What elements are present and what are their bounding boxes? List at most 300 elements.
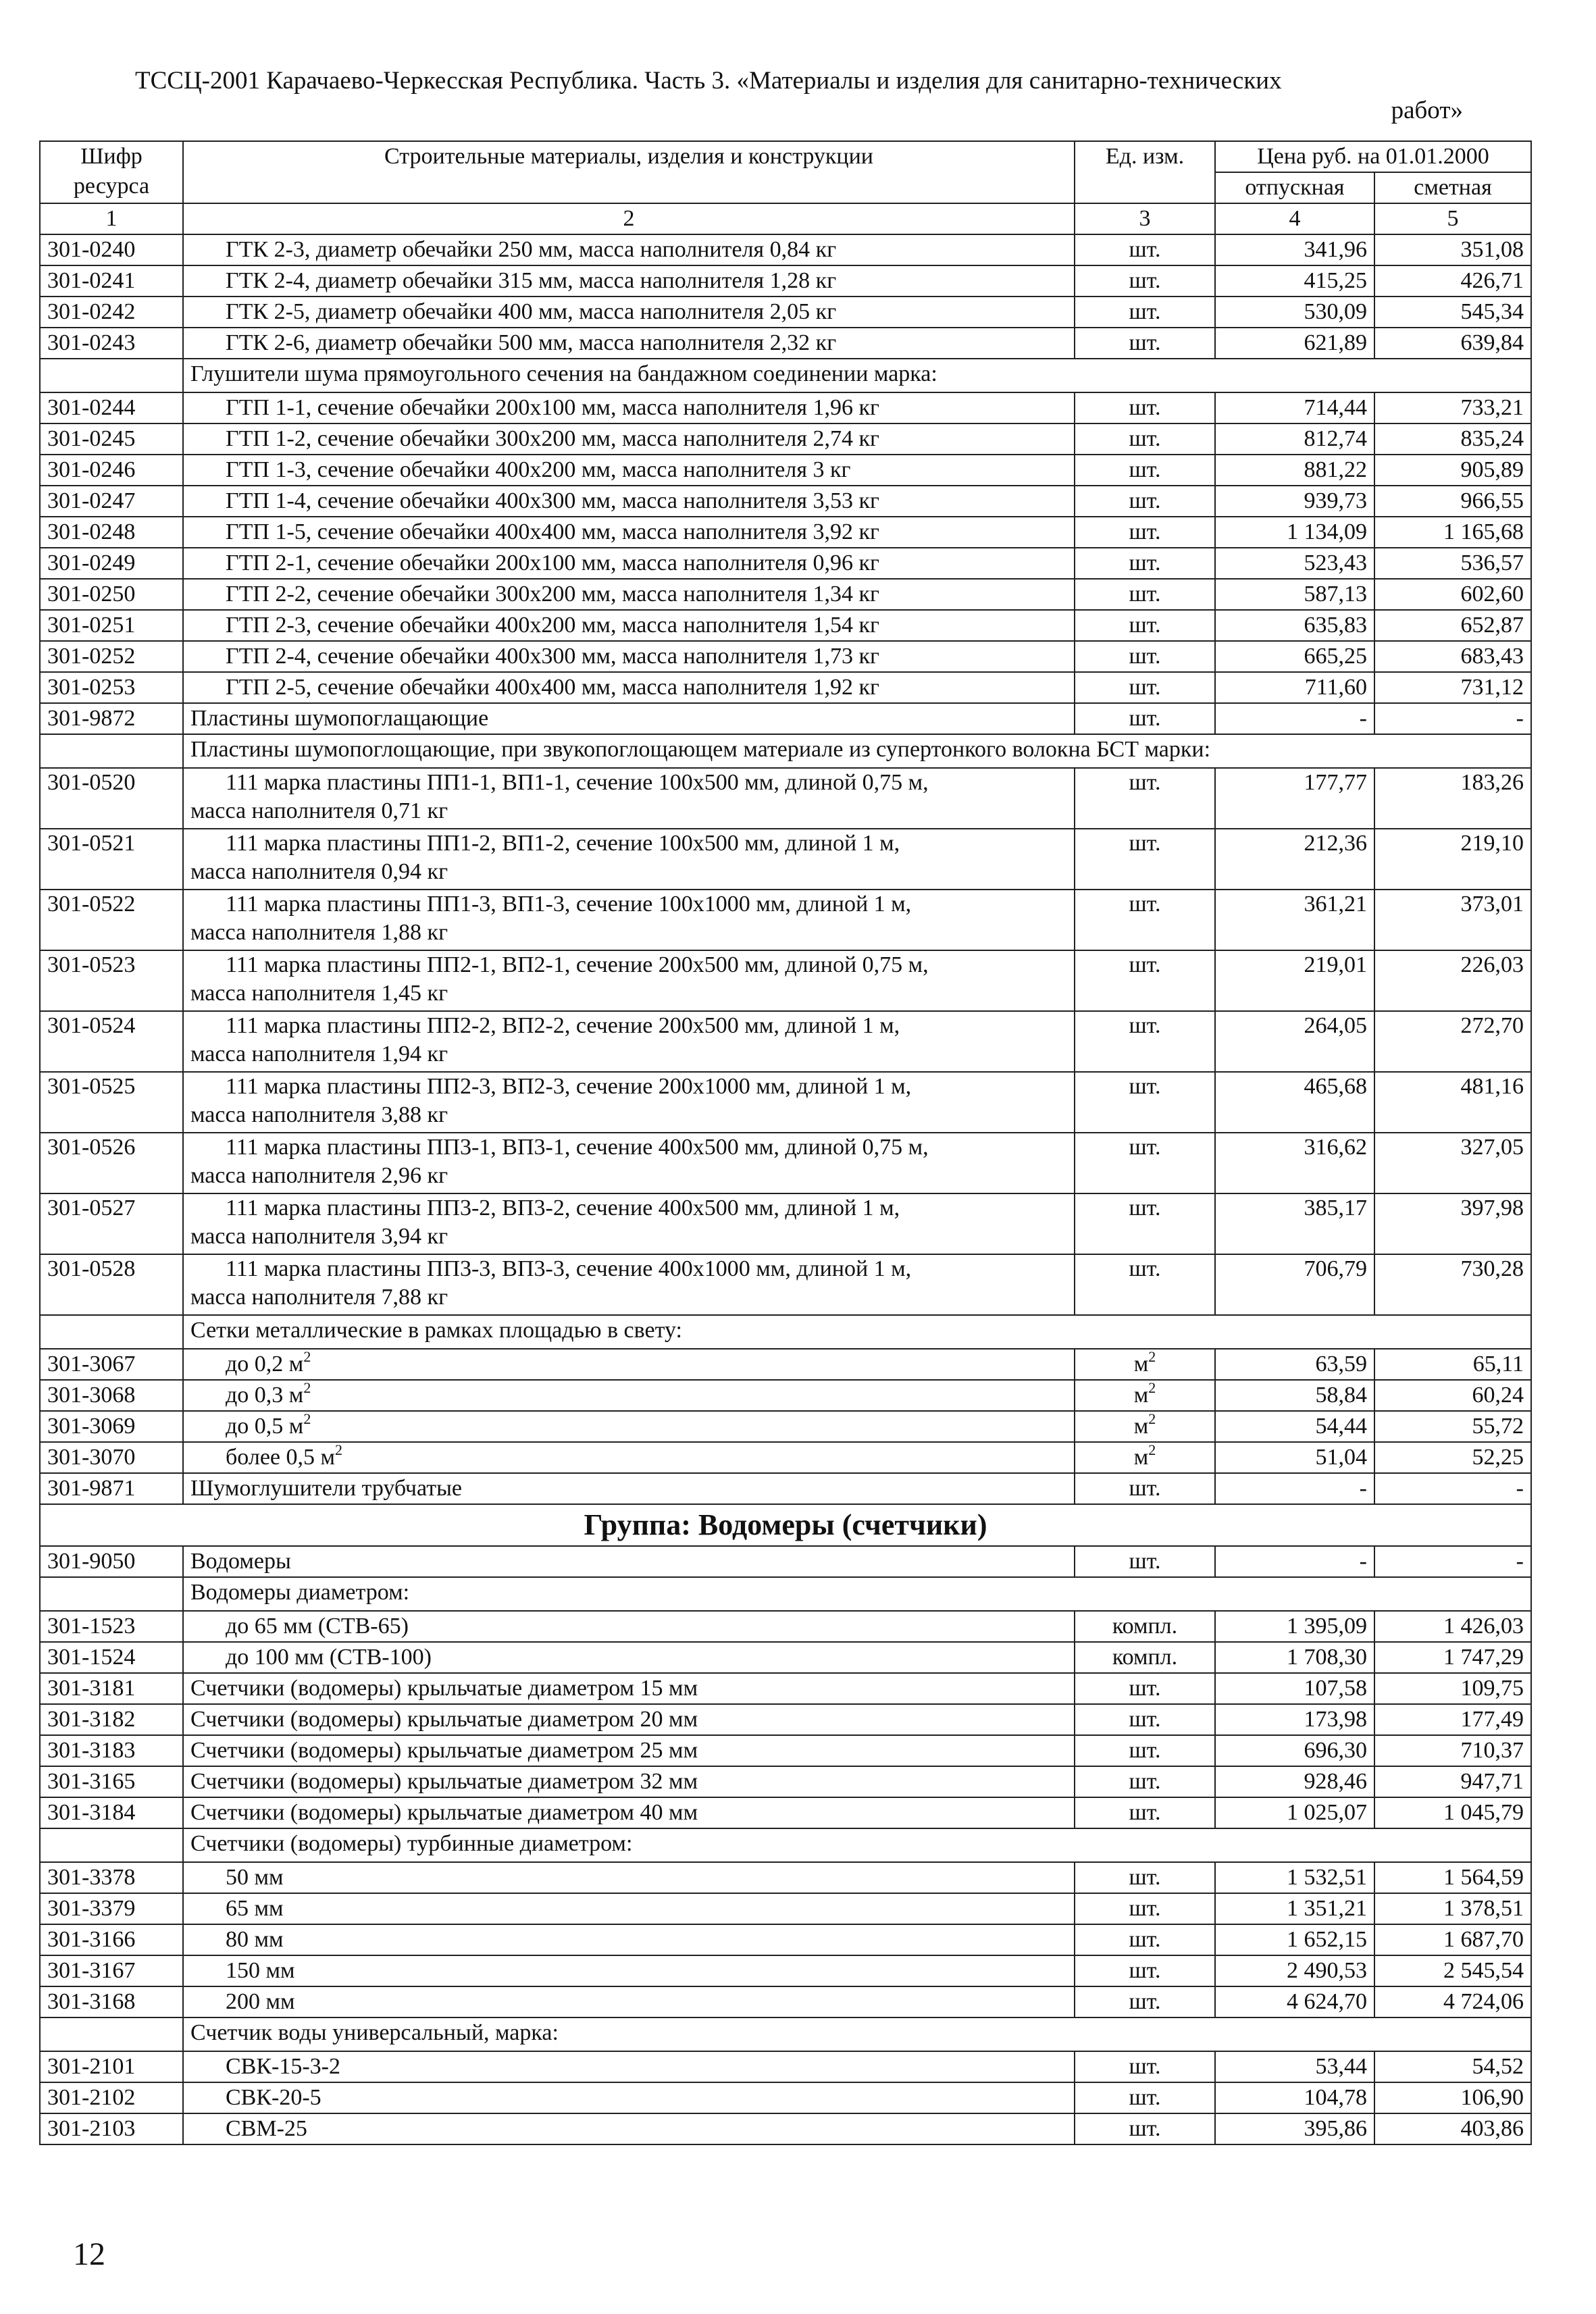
item-name <box>183 1380 1075 1411</box>
item-name <box>183 1546 1075 1577</box>
release-price: 54,44 <box>1215 1411 1374 1442</box>
resource-code: 301-3183 <box>40 1735 183 1766</box>
table-row <box>40 517 1531 548</box>
item-name-text: Счетчики (водомеры) крыльчатые диаметром 40 мм <box>190 1800 698 1825</box>
item-name <box>183 1473 1075 1504</box>
item-name <box>183 1797 1075 1828</box>
item-name-text: 200 мм <box>226 1989 295 2014</box>
item-name-text: ГТК 2-4, диаметр обечайки 315 мм, масса наполнителя 1,28 кг <box>226 268 837 293</box>
superscript: 2 <box>1148 1349 1156 1365</box>
table-row <box>40 2051 1531 2082</box>
item-name-text: ГТП 2-5, сечение обечайки 400х400 мм, масса наполнителя 1,92 кг <box>226 675 879 700</box>
section-heading: Счетчик воды универсальный, марка: <box>183 2017 1531 2051</box>
section-heading: Водомеры диаметром: <box>183 1577 1531 1611</box>
section-heading: Глушители шума прямоугольного сечения на бандажном соединении марка: <box>183 359 1531 392</box>
unit-of-measure <box>1075 486 1215 517</box>
resource-code: 301-3068 <box>40 1380 183 1411</box>
table-row <box>40 1349 1531 1380</box>
item-name <box>183 1862 1075 1893</box>
unit-of-measure <box>1075 1473 1215 1504</box>
table-row <box>40 1893 1531 1924</box>
item-name <box>183 703 1075 734</box>
item-name-line1: 111 марка пластины ПП1-1, ВП1-1, сечение 100х500 мм, длиной 0,75 м, <box>226 770 929 795</box>
resource-code: 301-0520 <box>40 768 183 829</box>
item-name-text: ГТП 2-3, сечение обечайки 400х200 мм, масса наполнителя 1,54 кг <box>226 613 879 638</box>
item-name <box>183 1955 1075 1986</box>
unit-text: шт. <box>1129 952 1161 977</box>
item-name <box>183 1254 1075 1315</box>
col-header-name: Строительные материалы, изделия и конструкции <box>183 141 1075 203</box>
superscript: 2 <box>1148 1411 1156 1427</box>
unit-of-measure <box>1075 392 1215 423</box>
estimate-price: 481,16 <box>1374 1072 1531 1133</box>
unit-of-measure <box>1075 1642 1215 1673</box>
estimate-price: 835,24 <box>1374 423 1531 455</box>
table-row <box>40 579 1531 610</box>
section-heading-row <box>40 1577 1531 1611</box>
estimate-price: 1 747,29 <box>1374 1642 1531 1673</box>
unit-of-measure <box>1075 548 1215 579</box>
resource-code: 301-3070 <box>40 1442 183 1473</box>
col-header-release-price: отпускная <box>1215 172 1374 203</box>
table-row <box>40 1442 1531 1473</box>
item-name <box>183 1924 1075 1955</box>
release-price: - <box>1215 1473 1374 1504</box>
estimate-price: - <box>1374 1546 1531 1577</box>
unit-text: м <box>1133 1383 1149 1408</box>
estimate-price: 4 724,06 <box>1374 1986 1531 2017</box>
unit-of-measure <box>1075 950 1215 1011</box>
col-number: 3 <box>1075 203 1215 234</box>
item-name <box>183 234 1075 265</box>
unit-of-measure <box>1075 1797 1215 1828</box>
item-name <box>183 641 1075 672</box>
table-row <box>40 1072 1531 1133</box>
resource-code: 301-3166 <box>40 1924 183 1955</box>
item-name <box>183 1411 1075 1442</box>
unit-text: шт. <box>1129 550 1161 575</box>
item-name <box>183 1072 1075 1133</box>
item-name <box>183 1642 1075 1673</box>
table-row <box>40 1704 1531 1735</box>
page-header <box>135 66 1463 126</box>
unit-text: шт. <box>1129 299 1161 324</box>
unit-text: м <box>1133 1414 1149 1439</box>
estimate-price: 730,28 <box>1374 1254 1531 1315</box>
item-name-text: до 65 мм (СТВ-65) <box>226 1614 409 1639</box>
release-price: 1 025,07 <box>1215 1797 1374 1828</box>
table-row <box>40 672 1531 703</box>
item-name-text: ГТП 1-4, сечение обечайки 400х300 мм, масса наполнителя 3,53 кг <box>226 488 879 513</box>
item-name-line1: 111 марка пластины ПП1-3, ВП1-3, сечение 100х1000 мм, длиной 1 м, <box>226 892 912 917</box>
release-price: 107,58 <box>1215 1673 1374 1704</box>
unit-of-measure <box>1075 1349 1215 1380</box>
item-name-line1: 111 марка пластины ПП2-1, ВП2-1, сечение 200х500 мм, длиной 0,75 м, <box>226 952 929 977</box>
resource-code: 301-3181 <box>40 1673 183 1704</box>
table-row <box>40 486 1531 517</box>
release-price: 1 532,51 <box>1215 1862 1374 1893</box>
superscript: 2 <box>1148 1442 1156 1458</box>
unit-text: шт. <box>1129 1865 1161 1890</box>
estimate-price: 545,34 <box>1374 297 1531 328</box>
unit-of-measure <box>1075 328 1215 359</box>
release-price: 696,30 <box>1215 1735 1374 1766</box>
item-name <box>183 1735 1075 1766</box>
estimate-price: 733,21 <box>1374 392 1531 423</box>
table-row <box>40 328 1531 359</box>
table-row <box>40 1380 1531 1411</box>
unit-text: шт. <box>1129 613 1161 638</box>
unit-of-measure <box>1075 1955 1215 1986</box>
unit-of-measure <box>1075 1011 1215 1072</box>
unit-text: компл. <box>1112 1645 1178 1670</box>
resource-code: 301-0245 <box>40 423 183 455</box>
unit-of-measure <box>1075 423 1215 455</box>
unit-text: шт. <box>1129 892 1161 917</box>
col-number: 1 <box>40 203 183 234</box>
table-header-row <box>40 141 1531 172</box>
unit-text: шт. <box>1129 330 1161 355</box>
resource-code: 301-9050 <box>40 1546 183 1577</box>
table-row <box>40 423 1531 455</box>
unit-of-measure <box>1075 610 1215 641</box>
unit-of-measure <box>1075 890 1215 950</box>
release-price: 635,83 <box>1215 610 1374 641</box>
item-name <box>183 890 1075 950</box>
estimate-price: 55,72 <box>1374 1411 1531 1442</box>
release-price: 665,25 <box>1215 641 1374 672</box>
resource-code: 301-0240 <box>40 234 183 265</box>
item-name-text: Счетчики (водомеры) крыльчатые диаметром 32 мм <box>190 1769 698 1794</box>
item-name <box>183 1349 1075 1380</box>
table-row <box>40 1955 1531 1986</box>
unit-text: м <box>1133 1352 1149 1377</box>
table-row <box>40 234 1531 265</box>
item-name-text: ГТП 1-1, сечение обечайки 200х100 мм, масса наполнителя 1,96 кг <box>226 395 879 420</box>
release-price: 706,79 <box>1215 1254 1374 1315</box>
unit-text: шт. <box>1129 237 1161 262</box>
item-name-line1: 111 марка пластины ПП3-3, ВП3-3, сечение 400х1000 мм, длиной 1 м, <box>226 1256 912 1281</box>
unit-text: шт. <box>1129 1549 1161 1574</box>
item-name-text: 50 мм <box>226 1865 284 1890</box>
section-heading-code-cell <box>40 1315 183 1349</box>
estimate-price: 1 045,79 <box>1374 1797 1531 1828</box>
section-heading-code-cell <box>40 1577 183 1611</box>
unit-text: шт. <box>1129 1989 1161 2014</box>
unit-of-measure <box>1075 829 1215 890</box>
item-name-text: до 0,5 м <box>226 1414 304 1439</box>
resource-code: 301-2102 <box>40 2082 183 2113</box>
superscript: 2 <box>1148 1380 1156 1396</box>
item-name-text: Счетчики (водомеры) крыльчатые диаметром 15 мм <box>190 1676 698 1701</box>
unit-of-measure <box>1075 234 1215 265</box>
estimate-price: 54,52 <box>1374 2051 1531 2082</box>
release-price: 1 134,09 <box>1215 517 1374 548</box>
table-row <box>40 1986 1531 2017</box>
item-name-text: СВК-20-5 <box>226 2085 321 2110</box>
item-name <box>183 423 1075 455</box>
section-heading: Сетки металлические в рамках площадью в свету: <box>183 1315 1531 1349</box>
item-name-line1: 111 марка пластины ПП2-2, ВП2-2, сечение 200х500 мм, длиной 1 м, <box>226 1013 900 1038</box>
col-number: 5 <box>1374 203 1531 234</box>
unit-of-measure <box>1075 768 1215 829</box>
item-name-text: 150 мм <box>226 1958 295 1983</box>
resource-code: 301-3067 <box>40 1349 183 1380</box>
estimate-price: 397,98 <box>1374 1193 1531 1254</box>
unit-of-measure <box>1075 1924 1215 1955</box>
release-price: 1 351,21 <box>1215 1893 1374 1924</box>
table-row <box>40 1766 1531 1797</box>
item-name <box>183 265 1075 297</box>
unit-text: шт. <box>1129 1738 1161 1763</box>
price-table <box>39 140 1532 2145</box>
item-name <box>183 1611 1075 1642</box>
unit-of-measure <box>1075 2051 1215 2082</box>
unit-text: шт. <box>1129 268 1161 293</box>
release-price: 212,36 <box>1215 829 1374 890</box>
table-row <box>40 1193 1531 1254</box>
header-title-line2: работ» <box>1391 97 1463 125</box>
unit-of-measure <box>1075 1254 1215 1315</box>
unit-of-measure <box>1075 1411 1215 1442</box>
resource-code: 301-2103 <box>40 2113 183 2144</box>
resource-code: 301-3379 <box>40 1893 183 1924</box>
section-heading: Пластины шумопоглощающие, при звукопоглощающем материале из супертонкого волокна БСТ марки: <box>183 734 1531 768</box>
table-row <box>40 1673 1531 1704</box>
unit-text: шт. <box>1129 1927 1161 1952</box>
unit-of-measure <box>1075 1735 1215 1766</box>
estimate-price: 602,60 <box>1374 579 1531 610</box>
section-heading-code-cell <box>40 734 183 768</box>
item-name-line2: масса наполнителя 2,96 кг <box>190 1163 448 1188</box>
item-name <box>183 1893 1075 1924</box>
table-row <box>40 950 1531 1011</box>
item-name <box>183 1442 1075 1473</box>
release-price: - <box>1215 1546 1374 1577</box>
release-price: 2 490,53 <box>1215 1955 1374 1986</box>
table-row <box>40 641 1531 672</box>
item-name <box>183 328 1075 359</box>
table-row <box>40 1862 1531 1893</box>
table-row <box>40 829 1531 890</box>
table-row <box>40 703 1531 734</box>
section-heading-row <box>40 1315 1531 1349</box>
unit-of-measure <box>1075 1072 1215 1133</box>
estimate-price: 731,12 <box>1374 672 1531 703</box>
estimate-price: 373,01 <box>1374 890 1531 950</box>
item-name-text: Счетчики (водомеры) крыльчатые диаметром 25 мм <box>190 1738 698 1763</box>
unit-text: м <box>1133 1445 1149 1470</box>
item-name <box>183 1193 1075 1254</box>
release-price: 812,74 <box>1215 423 1374 455</box>
item-name <box>183 950 1075 1011</box>
table-row <box>40 1011 1531 1072</box>
unit-of-measure <box>1075 1193 1215 1254</box>
header-title-line1: ТССЦ-2001 Карачаево-Черкесская Республика. Часть 3. «Материалы и изделия для санитарно-технических <box>135 67 1282 95</box>
estimate-price: 1 426,03 <box>1374 1611 1531 1642</box>
release-price: 4 624,70 <box>1215 1986 1374 2017</box>
item-name-line1: 111 марка пластины ПП3-1, ВП3-1, сечение 400х500 мм, длиной 0,75 м, <box>226 1135 929 1160</box>
release-price: 341,96 <box>1215 234 1374 265</box>
resource-code: 301-0248 <box>40 517 183 548</box>
table-row <box>40 890 1531 950</box>
resource-code: 301-0244 <box>40 392 183 423</box>
estimate-price: 1 687,70 <box>1374 1924 1531 1955</box>
resource-code: 301-3167 <box>40 1955 183 1986</box>
unit-of-measure <box>1075 1766 1215 1797</box>
item-name-line2: масса наполнителя 0,94 кг <box>190 859 448 884</box>
item-name-text: более 0,5 м <box>226 1445 336 1470</box>
unit-text: шт. <box>1129 395 1161 420</box>
estimate-price: 639,84 <box>1374 328 1531 359</box>
release-price: 1 652,15 <box>1215 1924 1374 1955</box>
resource-code: 301-3182 <box>40 1704 183 1735</box>
item-name <box>183 2113 1075 2144</box>
col-header-unit: Ед. изм. <box>1075 141 1215 203</box>
item-name <box>183 1766 1075 1797</box>
unit-text: шт. <box>1129 1896 1161 1921</box>
table-row <box>40 1133 1531 1193</box>
superscript: 2 <box>303 1380 311 1396</box>
item-name <box>183 1673 1075 1704</box>
item-name-text: ГТП 2-4, сечение обечайки 400х300 мм, масса наполнителя 1,73 кг <box>226 644 879 669</box>
item-name-line2: масса наполнителя 7,88 кг <box>190 1285 448 1310</box>
item-name <box>183 1704 1075 1735</box>
unit-of-measure <box>1075 703 1215 734</box>
unit-of-measure <box>1075 1546 1215 1577</box>
col-number: 4 <box>1215 203 1374 234</box>
item-name-line2: масса наполнителя 1,94 кг <box>190 1042 448 1066</box>
section-heading-row <box>40 2017 1531 2051</box>
resource-code: 301-0249 <box>40 548 183 579</box>
item-name-text: до 100 мм (СТВ-100) <box>226 1645 432 1670</box>
unit-of-measure <box>1075 455 1215 486</box>
release-price: 714,44 <box>1215 392 1374 423</box>
unit-of-measure <box>1075 297 1215 328</box>
item-name-text: до 0,2 м <box>226 1352 304 1377</box>
unit-text: шт. <box>1129 1195 1161 1220</box>
item-name-text: ГТП 1-3, сечение обечайки 400х200 мм, масса наполнителя 3 кг <box>226 457 851 482</box>
item-name <box>183 579 1075 610</box>
release-price: 58,84 <box>1215 1380 1374 1411</box>
item-name <box>183 486 1075 517</box>
table-row <box>40 1735 1531 1766</box>
unit-of-measure <box>1075 265 1215 297</box>
unit-text: шт. <box>1129 426 1161 451</box>
item-name-text: ГТП 2-2, сечение обечайки 300х200 мм, масса наполнителя 1,34 кг <box>226 582 879 607</box>
table-row <box>40 2113 1531 2144</box>
item-name-text: ГТП 1-2, сечение обечайки 300х200 мм, масса наполнителя 2,74 кг <box>226 426 879 451</box>
item-name <box>183 672 1075 703</box>
release-price: 587,13 <box>1215 579 1374 610</box>
item-name-line2: масса наполнителя 3,88 кг <box>190 1102 448 1127</box>
estimate-price: 947,71 <box>1374 1766 1531 1797</box>
resource-code: 301-0523 <box>40 950 183 1011</box>
resource-code: 301-0246 <box>40 455 183 486</box>
estimate-price: 403,86 <box>1374 2113 1531 2144</box>
item-name-text: ГТП 2-1, сечение обечайки 200х100 мм, масса наполнителя 0,96 кг <box>226 550 879 575</box>
resource-code: 301-1523 <box>40 1611 183 1642</box>
unit-text: шт. <box>1129 706 1161 731</box>
release-price: 385,17 <box>1215 1193 1374 1254</box>
item-name <box>183 768 1075 829</box>
release-price: 177,77 <box>1215 768 1374 829</box>
release-price: 51,04 <box>1215 1442 1374 1473</box>
resource-code: 301-0526 <box>40 1133 183 1193</box>
superscript: 2 <box>303 1349 311 1365</box>
table-row <box>40 548 1531 579</box>
unit-text: шт. <box>1129 1958 1161 1983</box>
unit-text: шт. <box>1129 1800 1161 1825</box>
estimate-price: 1 165,68 <box>1374 517 1531 548</box>
section-heading-row <box>40 1828 1531 1862</box>
unit-text: шт. <box>1129 675 1161 700</box>
estimate-price: 272,70 <box>1374 1011 1531 1072</box>
superscript: 2 <box>335 1442 343 1458</box>
estimate-price: 905,89 <box>1374 455 1531 486</box>
table-row <box>40 1546 1531 1577</box>
item-name-text: ГТК 2-6, диаметр обечайки 500 мм, масса наполнителя 2,32 кг <box>226 330 837 355</box>
item-name-line1: 111 марка пластины ПП1-2, ВП1-2, сечение 100х500 мм, длиной 1 м, <box>226 831 900 856</box>
unit-text: шт. <box>1129 1676 1161 1701</box>
resource-code: 301-0524 <box>40 1011 183 1072</box>
table-row <box>40 392 1531 423</box>
section-heading-code-cell <box>40 2017 183 2051</box>
unit-text: шт. <box>1129 1256 1161 1281</box>
item-name-text: 65 мм <box>226 1896 284 1921</box>
release-price: 523,43 <box>1215 548 1374 579</box>
table-row <box>40 1473 1531 1504</box>
resource-code: 301-0521 <box>40 829 183 890</box>
unit-text: шт. <box>1129 2116 1161 2141</box>
resource-code: 301-0242 <box>40 297 183 328</box>
item-name <box>183 392 1075 423</box>
release-price: 711,60 <box>1215 672 1374 703</box>
resource-code: 301-3069 <box>40 1411 183 1442</box>
resource-code: 301-0251 <box>40 610 183 641</box>
item-name-text: 80 мм <box>226 1927 284 1952</box>
estimate-price: 426,71 <box>1374 265 1531 297</box>
unit-of-measure <box>1075 1862 1215 1893</box>
unit-of-measure <box>1075 1442 1215 1473</box>
estimate-price: 966,55 <box>1374 486 1531 517</box>
estimate-price: 65,11 <box>1374 1349 1531 1380</box>
release-price: 530,09 <box>1215 297 1374 328</box>
unit-text: шт. <box>1129 1476 1161 1501</box>
unit-text: шт. <box>1129 519 1161 544</box>
item-name <box>183 610 1075 641</box>
table-row <box>40 1411 1531 1442</box>
release-price: 361,21 <box>1215 890 1374 950</box>
estimate-price: - <box>1374 1473 1531 1504</box>
release-price: 465,68 <box>1215 1072 1374 1133</box>
item-name-text: Шумоглушители трубчатые <box>190 1476 463 1501</box>
release-price: 1 395,09 <box>1215 1611 1374 1642</box>
release-price: 395,86 <box>1215 2113 1374 2144</box>
item-name-text: Водомеры <box>190 1549 291 1574</box>
unit-of-measure <box>1075 517 1215 548</box>
table-row <box>40 1611 1531 1642</box>
item-name-line2: масса наполнителя 3,94 кг <box>190 1224 448 1249</box>
estimate-price: 1 378,51 <box>1374 1893 1531 1924</box>
unit-text: шт. <box>1129 644 1161 669</box>
unit-text: шт. <box>1129 1013 1161 1038</box>
estimate-price: 2 545,54 <box>1374 1955 1531 1986</box>
unit-text: компл. <box>1112 1614 1178 1639</box>
table-row <box>40 2082 1531 2113</box>
release-price: 415,25 <box>1215 265 1374 297</box>
table-row <box>40 768 1531 829</box>
